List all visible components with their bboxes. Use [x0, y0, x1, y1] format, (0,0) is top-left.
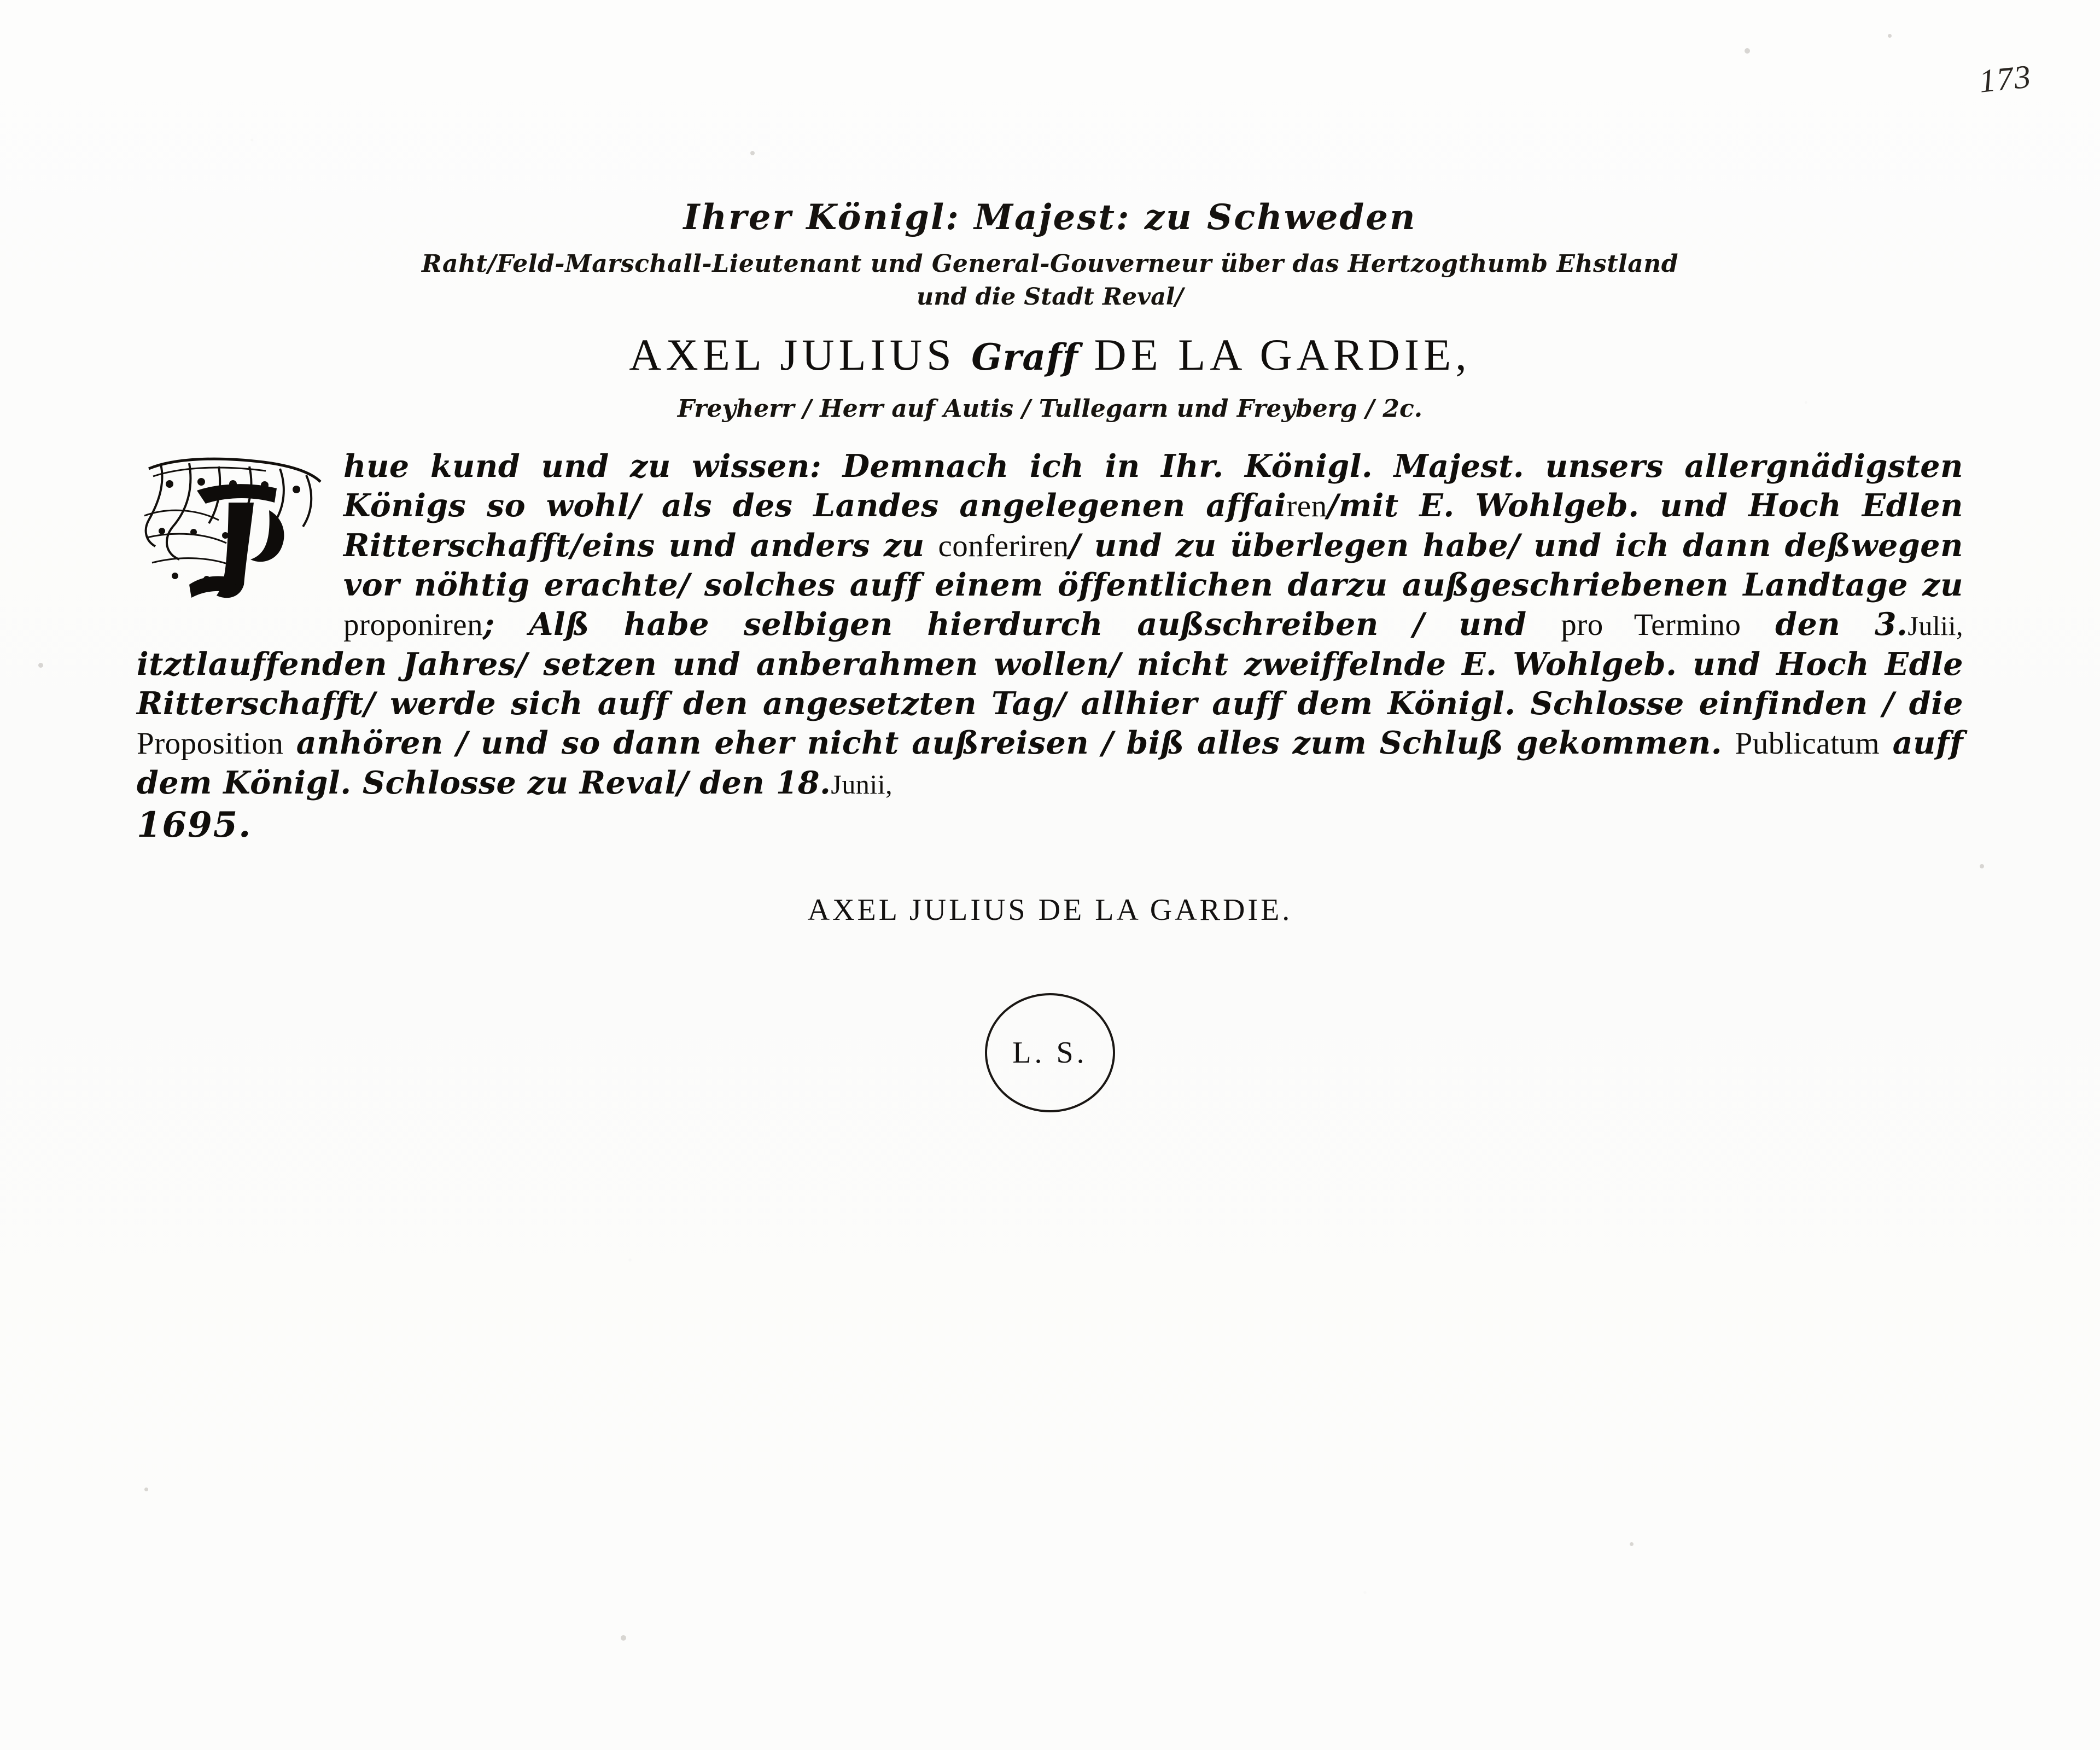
paragraph-segment-3: / und zu überlegen habe/ und ich dann deßwegen vor nöhtig erachte/ solches auff einem öffentlichen darzu außgeschriebenen Landtage zu	[343, 527, 1963, 604]
document-body	[137, 447, 1963, 845]
heading-name-last: DE LA GARDIE,	[1078, 330, 1471, 380]
heading-line-titles: Raht/Feld-Marschall-Lieutenant und General-Gouverneur über das Hertzogthumb Ehstland	[421, 250, 1679, 278]
heading-name-first: AXEL JULIUS	[629, 330, 972, 380]
locus-sigilli-seal-icon: L. S.	[985, 993, 1115, 1112]
ornamental-dropcap-icon	[137, 450, 334, 614]
paragraph-segment-7: anhören / und so dann eher nicht außreisen / biß alles zum Schluß gekommen.	[283, 724, 1735, 761]
scan-speckle	[144, 1488, 148, 1491]
seal-container	[0, 993, 2100, 1112]
paragraph-segment-8: auff dem Königl. Schlosse zu Reval/ den 18.	[137, 724, 1963, 801]
paragraph-latin-junii: Junii,	[831, 768, 893, 800]
signature-line: AXEL JULIUS DE LA GARDIE.	[807, 893, 1293, 928]
paragraph-latin-conferiren: conferiren	[938, 528, 1069, 563]
heading-line-estates: Freyherr / Herr auf Autis / Tullegarn und Freyberg / 2c.	[677, 395, 1423, 423]
heading-name-graff: Graff	[971, 336, 1078, 378]
heading-line-royal-majesty: Ihrer Königl: Majest: zu Schweden	[683, 197, 1417, 238]
paragraph-latin-pro-termino: pro Termino	[1561, 608, 1741, 643]
paragraph-segment-6: itztlauffenden Jahres/ setzen und anberahmen wollen/ nicht zweiffelnde E. Wohlgeb. und Hoch Edle Ritterschafft/ werde sich auff den angesetzten Tag/ allhier auff dem Königl. Schlosse einfinden / die	[137, 646, 1963, 722]
document-heading	[0, 197, 2100, 423]
paragraph-segment-1: hue kund und zu wissen: Demnach ich in Ihr. Königl. Majest. unsers allergnädigsten Königs so wohl/ als des Landes angelegenen affai	[343, 448, 1963, 524]
publication-year: 1695.	[137, 804, 252, 846]
paragraph-segment-4: ; Alß habe selbigen hierdurch außschreiben / und	[483, 606, 1561, 643]
paragraph-latin-publicatum: Publicatum	[1735, 726, 1880, 761]
folio-number: 173	[1977, 58, 2034, 100]
heading-line-city: und die Stadt Reval/	[917, 283, 1183, 311]
paragraph-segment-2: /mit E. Wohlgeb. und Hoch Edlen Ritterschafft/eins und anders zu	[343, 487, 1963, 564]
scan-speckle	[1630, 1542, 1634, 1546]
paragraph-latin-ren: ren	[1286, 488, 1327, 523]
paragraph-latin-proponiren: proponiren	[343, 608, 483, 643]
paragraph-segment-5: den 3.	[1741, 606, 1908, 643]
scan-speckle	[621, 1635, 626, 1641]
paragraph-latin-julii: Julii,	[1908, 610, 1963, 641]
document-paragraph	[137, 447, 1963, 802]
paragraph-latin-proposition: Proposition	[137, 726, 284, 761]
heading-person-name	[0, 329, 2100, 381]
